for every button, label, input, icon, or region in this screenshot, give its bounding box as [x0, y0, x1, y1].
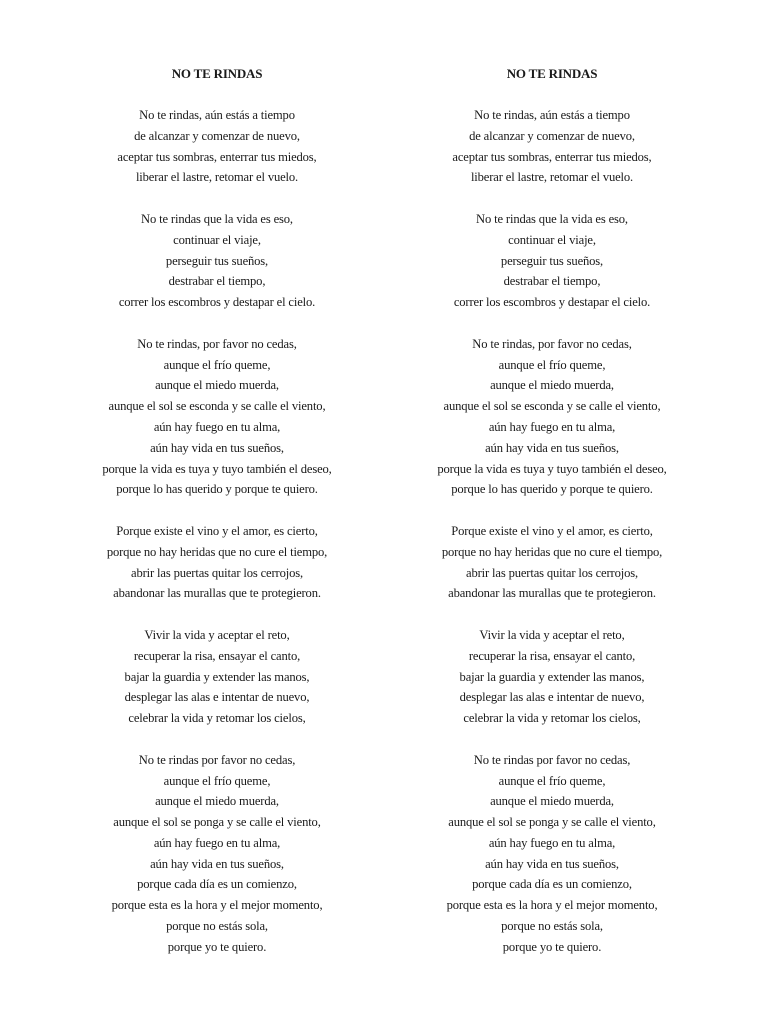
poem-line: bajar la guardia y extender las manos, — [459, 669, 645, 684]
poem-line: correr los escombros y destapar el cielo. — [118, 295, 316, 310]
poem-body — [52, 105, 382, 958]
stanza — [387, 521, 717, 604]
poem-line: aunque el frío queme, — [498, 357, 606, 372]
poem-line: porque no hay heridas que no cure el tiempo, — [441, 544, 663, 559]
poem-line: No te rindas por favor no cedas, — [138, 752, 296, 767]
poem-line: liberar el lastre, retomar el vuelo. — [135, 170, 299, 185]
poem-line: porque esta es la hora y el mejor momento, — [111, 898, 323, 913]
poem-line: abrir las puertas quitar los cerrojos, — [466, 565, 638, 580]
poem-line: liberar el lastre, retomar el vuelo. — [470, 170, 634, 185]
stanza — [387, 334, 717, 500]
poem-line: aún hay fuego en tu alma, — [488, 835, 616, 850]
poem-line: aún hay fuego en tu alma, — [488, 419, 616, 434]
poem-line: porque no estás sola, — [166, 919, 268, 934]
stanza — [52, 625, 382, 729]
poem-line: aceptar tus sombras, enterrar tus miedos, — [117, 149, 317, 164]
poem-line: abandonar las murallas que te protegieron. — [448, 586, 656, 601]
poem-line: porque cada día es un comienzo, — [472, 877, 632, 892]
poem-line: continuar el viaje, — [173, 232, 261, 247]
stanza — [387, 750, 717, 958]
poem-line: desplegar las alas e intentar de nuevo, — [459, 690, 645, 705]
poem-line: celebrar la vida y retomar los cielos, — [128, 711, 306, 726]
poem-line: No te rindas, por favor no cedas, — [137, 336, 297, 351]
stanza — [52, 209, 382, 313]
poem-line: porque no hay heridas que no cure el tiempo, — [106, 544, 328, 559]
stanza — [52, 105, 382, 188]
poem-line: aunque el sol se ponga y se calle el viento, — [113, 815, 321, 830]
poem-line: aunque el frío queme, — [163, 357, 271, 372]
poem-line: aún hay vida en tus sueños, — [150, 440, 284, 455]
poem-line: aunque el frío queme, — [498, 773, 606, 788]
poem-line: celebrar la vida y retomar los cielos, — [463, 711, 641, 726]
poem-line: continuar el viaje, — [508, 232, 596, 247]
poem-line: No te rindas que la vida es eso, — [141, 211, 293, 226]
poem-title: NO TE RINDAS — [506, 66, 598, 81]
poem-line: aunque el miedo muerda, — [490, 794, 614, 809]
poem-line: correr los escombros y destapar el cielo. — [453, 295, 651, 310]
poem-line: Porque existe el vino y el amor, es cierto, — [451, 523, 653, 538]
poem-line: bajar la guardia y extender las manos, — [124, 669, 310, 684]
poem-line: aún hay fuego en tu alma, — [153, 835, 281, 850]
stanza — [52, 750, 382, 958]
poem-line: de alcanzar y comenzar de nuevo, — [469, 128, 635, 143]
poem-line: perseguir tus sueños, — [165, 253, 269, 268]
poem-line: porque yo te quiero. — [167, 939, 267, 954]
poem-line: aún hay vida en tus sueños, — [150, 856, 284, 871]
poem-line: aunque el frío queme, — [163, 773, 271, 788]
poem-line: porque la vida es tuya y tuyo también el deseo, — [102, 461, 332, 476]
stanza — [387, 625, 717, 729]
poem-column-left — [52, 64, 382, 978]
poem-line: recuperar la risa, ensayar el canto, — [468, 648, 636, 663]
poem-line: porque lo has querido y porque te quiero. — [116, 482, 318, 497]
poem-line: Vivir la vida y aceptar el reto, — [479, 627, 625, 642]
poem-line: recuperar la risa, ensayar el canto, — [133, 648, 301, 663]
poem-line: No te rindas, aún estás a tiempo — [139, 108, 295, 122]
poem-line: aunque el miedo muerda, — [155, 378, 279, 393]
poem-line: aunque el sol se esconda y se calle el viento, — [108, 399, 326, 414]
stanza — [387, 105, 717, 188]
poem-line: aún hay fuego en tu alma, — [153, 419, 281, 434]
poem-line: aunque el miedo muerda, — [490, 378, 614, 393]
poem-line: porque la vida es tuya y tuyo también el deseo, — [437, 461, 667, 476]
poem-line: desplegar las alas e intentar de nuevo, — [124, 690, 310, 705]
poem-line: No te rindas por favor no cedas, — [473, 752, 631, 767]
poem-column-right — [387, 64, 717, 978]
poem-line: abandonar las murallas que te protegieron. — [113, 586, 321, 601]
poem-line: abrir las puertas quitar los cerrojos, — [131, 565, 303, 580]
poem-line: porque no estás sola, — [501, 919, 603, 934]
poem-line: No te rindas, aún estás a tiempo — [474, 108, 630, 122]
poem-line: porque yo te quiero. — [502, 939, 602, 954]
poem-line: No te rindas, por favor no cedas, — [472, 336, 632, 351]
poem-line: aunque el sol se ponga y se calle el viento, — [448, 815, 656, 830]
poem-line: porque esta es la hora y el mejor momento, — [446, 898, 658, 913]
poem-line: de alcanzar y comenzar de nuevo, — [134, 128, 300, 143]
poem-line: Porque existe el vino y el amor, es cierto, — [116, 523, 318, 538]
stanza — [387, 209, 717, 313]
poem-line: aún hay vida en tus sueños, — [485, 440, 619, 455]
poem-line: perseguir tus sueños, — [500, 253, 604, 268]
poem-line: aceptar tus sombras, enterrar tus miedos, — [452, 149, 652, 164]
poem-line: Vivir la vida y aceptar el reto, — [144, 627, 290, 642]
poem-line: aunque el sol se esconda y se calle el viento, — [443, 399, 661, 414]
poem-body — [387, 105, 717, 958]
poem-line: porque cada día es un comienzo, — [137, 877, 297, 892]
poem-line: porque lo has querido y porque te quiero. — [451, 482, 653, 497]
stanza — [52, 334, 382, 500]
poem-title: NO TE RINDAS — [171, 66, 263, 81]
poem-line: destrabar el tiempo, — [503, 274, 601, 289]
poem-line: No te rindas que la vida es eso, — [476, 211, 628, 226]
poem-line: aún hay vida en tus sueños, — [485, 856, 619, 871]
stanza — [52, 521, 382, 604]
poem-line: aunque el miedo muerda, — [155, 794, 279, 809]
poem-line: destrabar el tiempo, — [168, 274, 266, 289]
